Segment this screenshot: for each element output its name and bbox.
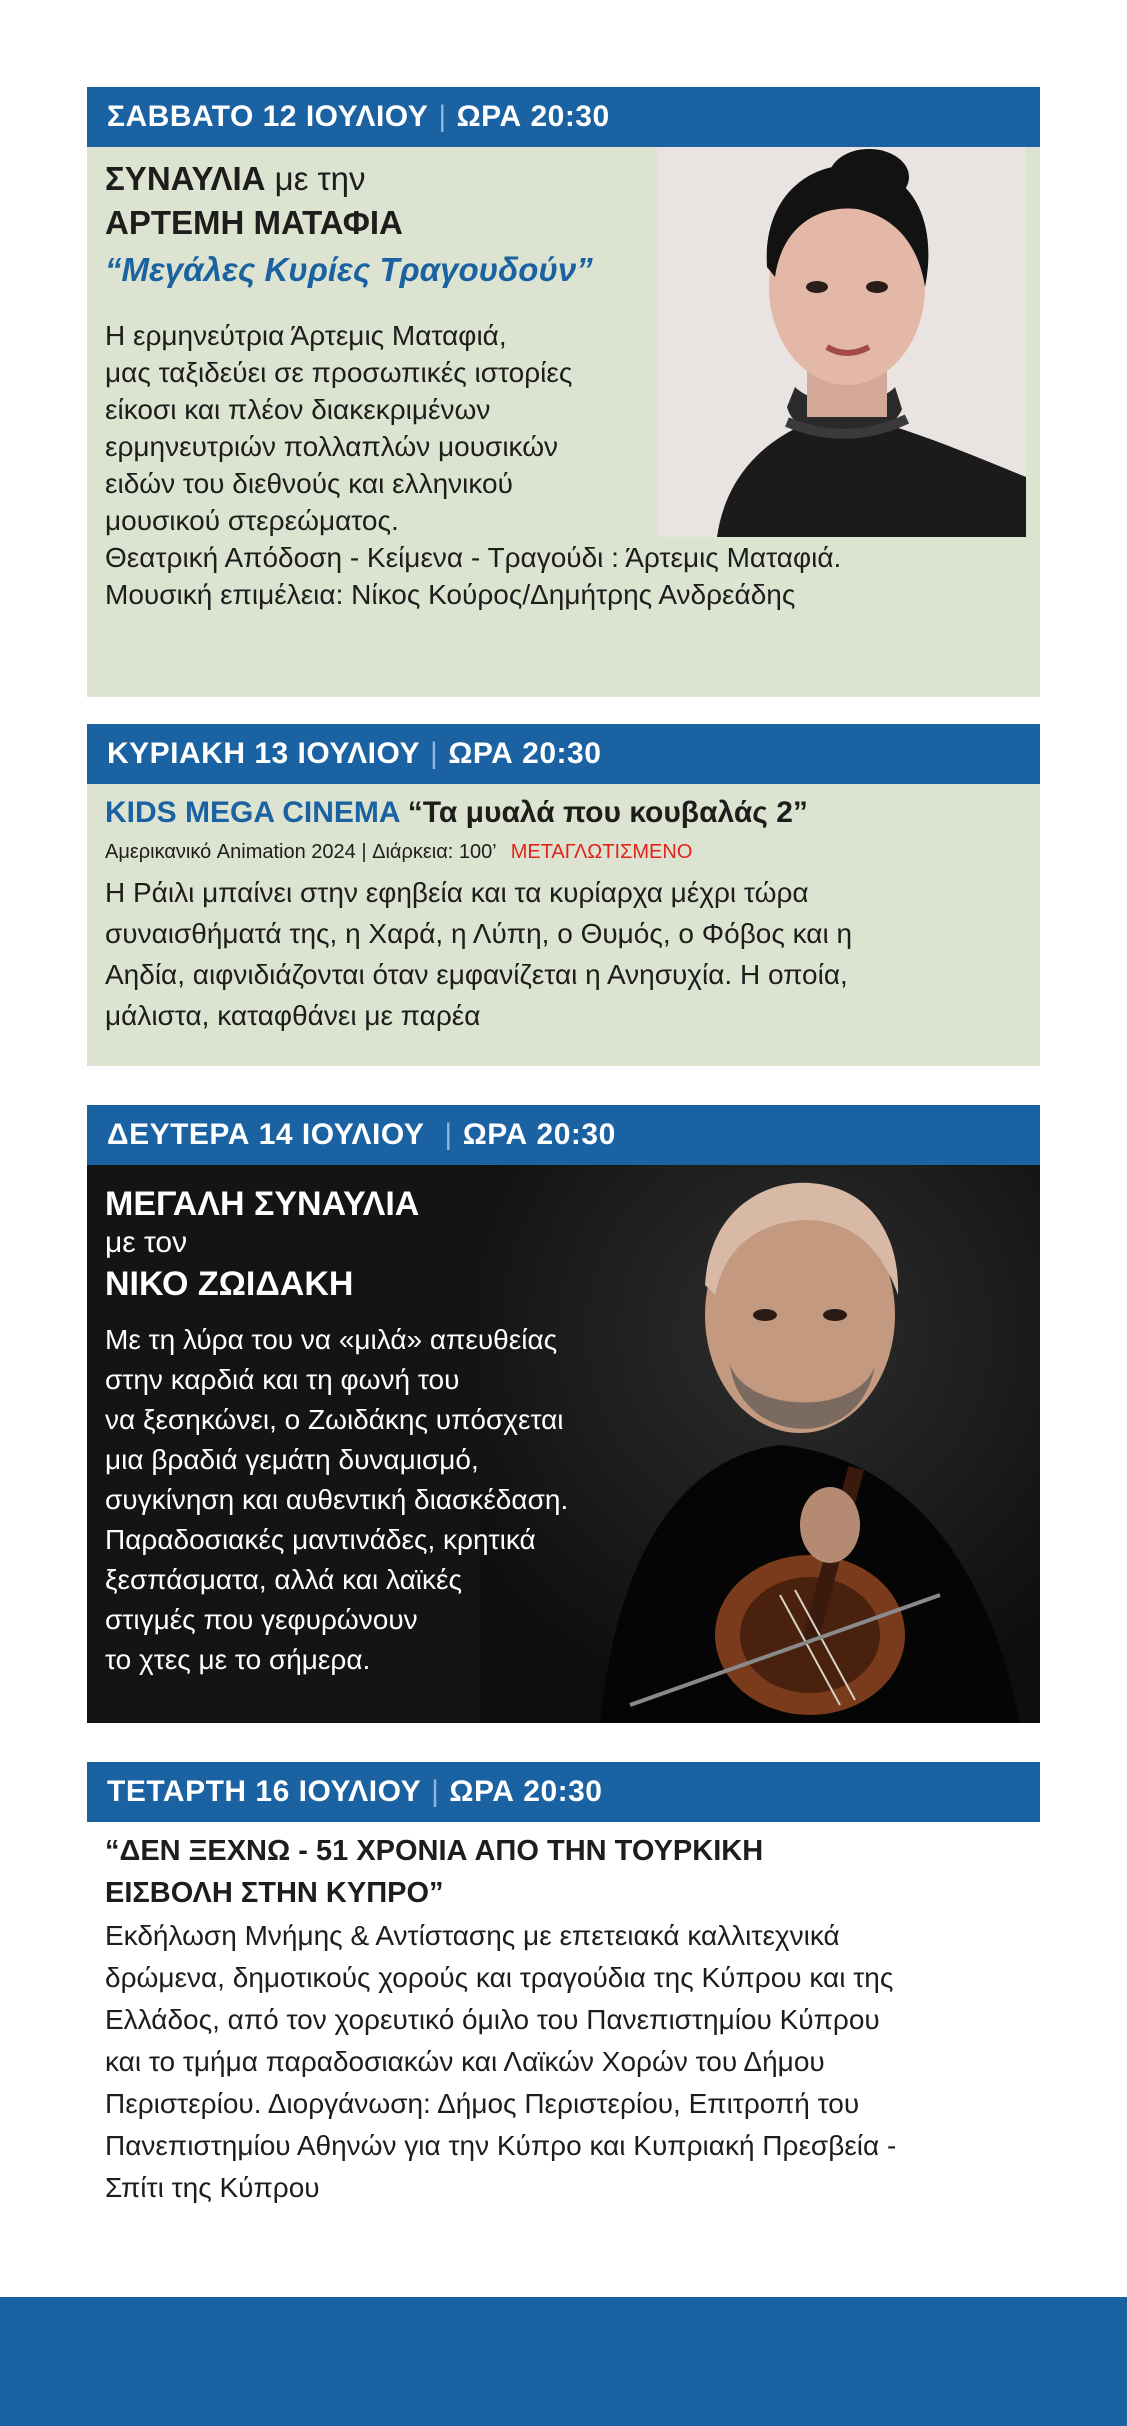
event2-panel xyxy=(87,784,1040,1066)
separator: | xyxy=(444,1118,453,1151)
separator: | xyxy=(430,737,439,770)
event4-title-line: ΕΙΣΒΟΛΗ ΣΤΗΝ ΚΥΠΡΟ” xyxy=(105,1877,444,1909)
event1-description xyxy=(105,317,1005,613)
event2-time: ΩΡΑ 20:30 xyxy=(448,737,602,770)
event2-desc-line: Η Ράιλι μπαίνει στην εφηβεία και τα κυρίαρχα μέχρι τώρα xyxy=(105,877,809,908)
event2-header xyxy=(87,724,1040,784)
event1-subtitle: “Μεγάλες Κυρίες Τραγουδούν” xyxy=(105,251,593,288)
event1-credit1 xyxy=(105,539,1005,576)
event1-credit1-value: Άρτεμις Ματαφιά xyxy=(625,542,834,573)
event2-film-title: “Τα μυαλά που κουβαλάς 2” xyxy=(399,796,808,829)
event4-desc-line: Σπίτι της Κύπρου xyxy=(105,2172,320,2203)
event3-title-block xyxy=(105,1183,419,1307)
event3-desc-line: το χτες με το σήμερα. xyxy=(105,1644,371,1675)
event4-title xyxy=(105,1830,985,1914)
event3-title-mid: με τον xyxy=(105,1226,188,1259)
event3-header xyxy=(87,1105,1040,1165)
event1-desc-line: μας ταξιδεύει σε προσωπικές ιστορίες xyxy=(105,357,573,388)
event1-desc-line: είκοσι και πλέον διακεκριμένων xyxy=(105,394,491,425)
event3-desc-line: Παραδοσιακές μαντινάδες, κρητικά xyxy=(105,1524,536,1555)
event3-day: ΔΕΥΤΕΡΑ 14 ΙΟΥΛΙΟΥ xyxy=(107,1118,425,1151)
event4-desc-line: Πανεπιστημίου Αθηνών για την Κύπρο και Κυπριακή Πρεσβεία - xyxy=(105,2130,897,2161)
event1-time: ΩΡΑ 20:30 xyxy=(456,100,610,133)
event1-desc-line: ειδών του διεθνούς και ελληνικού xyxy=(105,468,513,499)
event1-credit2-value: Νίκος Κούρος/Δημήτρης Ανδρεάδης xyxy=(351,579,796,610)
event2-meta: Αμερικανικό Animation 2024 | Διάρκεια: 100’ xyxy=(105,841,497,863)
event4-desc-line: δρώμενα, δημοτικούς χορούς και τραγούδια της Κύπρου και της xyxy=(105,1962,894,1993)
event3-desc-line: να ξεσηκώνει, ο Ζωιδάκης υπόσχεται xyxy=(105,1404,564,1435)
event1-day: ΣΑΒΒΑΤΟ 12 ΙΟΥΛΙΟΥ xyxy=(107,100,429,133)
event1-credit2-label: Μουσική επιμέλεια: xyxy=(105,579,352,610)
event3-time: ΩΡΑ 20:30 xyxy=(462,1118,616,1151)
event3-desc-line: στιγμές που γεφυρώνουν xyxy=(105,1604,418,1635)
event3-panel xyxy=(87,1165,1040,1723)
event1-title-prefix: ΣΥΝΑΥΛΙΑ xyxy=(105,160,266,197)
event1-artist: ΑΡΤΕΜΗ ΜΑΤΑΦΙΑ xyxy=(105,204,403,241)
event1-panel xyxy=(87,147,1040,697)
separator: | xyxy=(431,1775,440,1808)
event1-credit2 xyxy=(105,576,1005,613)
event1-title-line xyxy=(105,157,685,201)
event4-title-line: “ΔΕΝ ΞΕΧΝΩ - 51 ΧΡΟΝΙΑ ΑΠΟ ΤΗΝ ΤΟΥΡΚΙΚΗ xyxy=(105,1835,764,1867)
event4-header xyxy=(87,1762,1040,1822)
event3-artist: ΝΙΚΟ ΖΩΙΔΑΚΗ xyxy=(105,1265,354,1303)
event4-desc-line: και το τμήμα παραδοσιακών και Λαϊκών Χορών του Δήμου xyxy=(105,2046,825,2077)
event4-desc-line: Περιστερίου. Διοργάνωση: Δήμος Περιστερίου, Επιτροπή του xyxy=(105,2088,860,2119)
event2-desc-line: μάλιστα, καταφθάνει με παρέα xyxy=(105,1000,481,1031)
event1-credit1-end: . xyxy=(833,542,842,573)
event2-desc-line: Αηδία, αιφνιδιάζονται όταν εμφανίζεται η Ανησυχία. Η οποία, xyxy=(105,959,848,990)
event3-desc-line: στην καρδιά και τη φωνή του xyxy=(105,1364,460,1395)
event3-desc-line: συγκίνηση και αυθεντική διασκέδαση. xyxy=(105,1484,569,1515)
event1-desc-line: ερμηνευτριών πολλαπλών μουσικών xyxy=(105,431,559,462)
event3-title: ΜΕΓΑΛΗ ΣΥΝΑΥΛΙΑ xyxy=(105,1185,420,1223)
event2-desc-line: συναισθήματά της, η Χαρά, η Λύπη, ο Θυμός, ο Φόβος και η xyxy=(105,918,853,949)
event1-desc-line: Η ερμηνεύτρια Άρτεμις Ματαφιά, xyxy=(105,320,507,351)
event3-desc-line: Με τη λύρα του να «μιλά» απευθείας xyxy=(105,1324,558,1355)
event3-description xyxy=(105,1320,675,1680)
event2-meta-line xyxy=(105,841,692,864)
footer-band xyxy=(0,2297,1127,2426)
event1-credit1-label: Θεατρική Απόδοση - Κείμενα - Τραγούδι : xyxy=(105,542,626,573)
event4-description xyxy=(105,1915,1035,2209)
event4-day: ΤΕΤΑΡΤΗ 16 ΙΟΥΛΙΟΥ xyxy=(107,1775,422,1808)
event2-dubbed-label: ΜΕΤΑΓΛΩΤΙΣΜΕΝΟ xyxy=(510,841,693,863)
event2-day: ΚΥΡΙΑΚΗ 13 ΙΟΥΛΙΟΥ xyxy=(107,737,421,770)
event3-desc-line: ξεσπάσματα, αλλά και λαϊκές xyxy=(105,1564,462,1595)
event4-desc-line: Ελλάδος, από τον χορευτικό όμιλο του Πανεπιστημίου Κύπρου xyxy=(105,2004,880,2035)
event2-title-line xyxy=(105,796,808,830)
event3-desc-line: μια βραδιά γεμάτη δυναμισμό, xyxy=(105,1444,479,1475)
event1-title-suffix: με την xyxy=(265,160,366,197)
event2-description xyxy=(105,872,1020,1036)
event1-header xyxy=(87,87,1040,147)
event1-desc-line: μουσικού στερεώματος. xyxy=(105,505,399,536)
event4-time: ΩΡΑ 20:30 xyxy=(449,1775,603,1808)
event4-desc-line: Εκδήλωση Μνήμης & Αντίστασης με επετειακά καλλιτεχνικά xyxy=(105,1920,840,1951)
event1-title-block xyxy=(105,157,685,295)
event2-series: KIDS MEGA CINEMA xyxy=(105,796,400,829)
separator: | xyxy=(438,100,447,133)
